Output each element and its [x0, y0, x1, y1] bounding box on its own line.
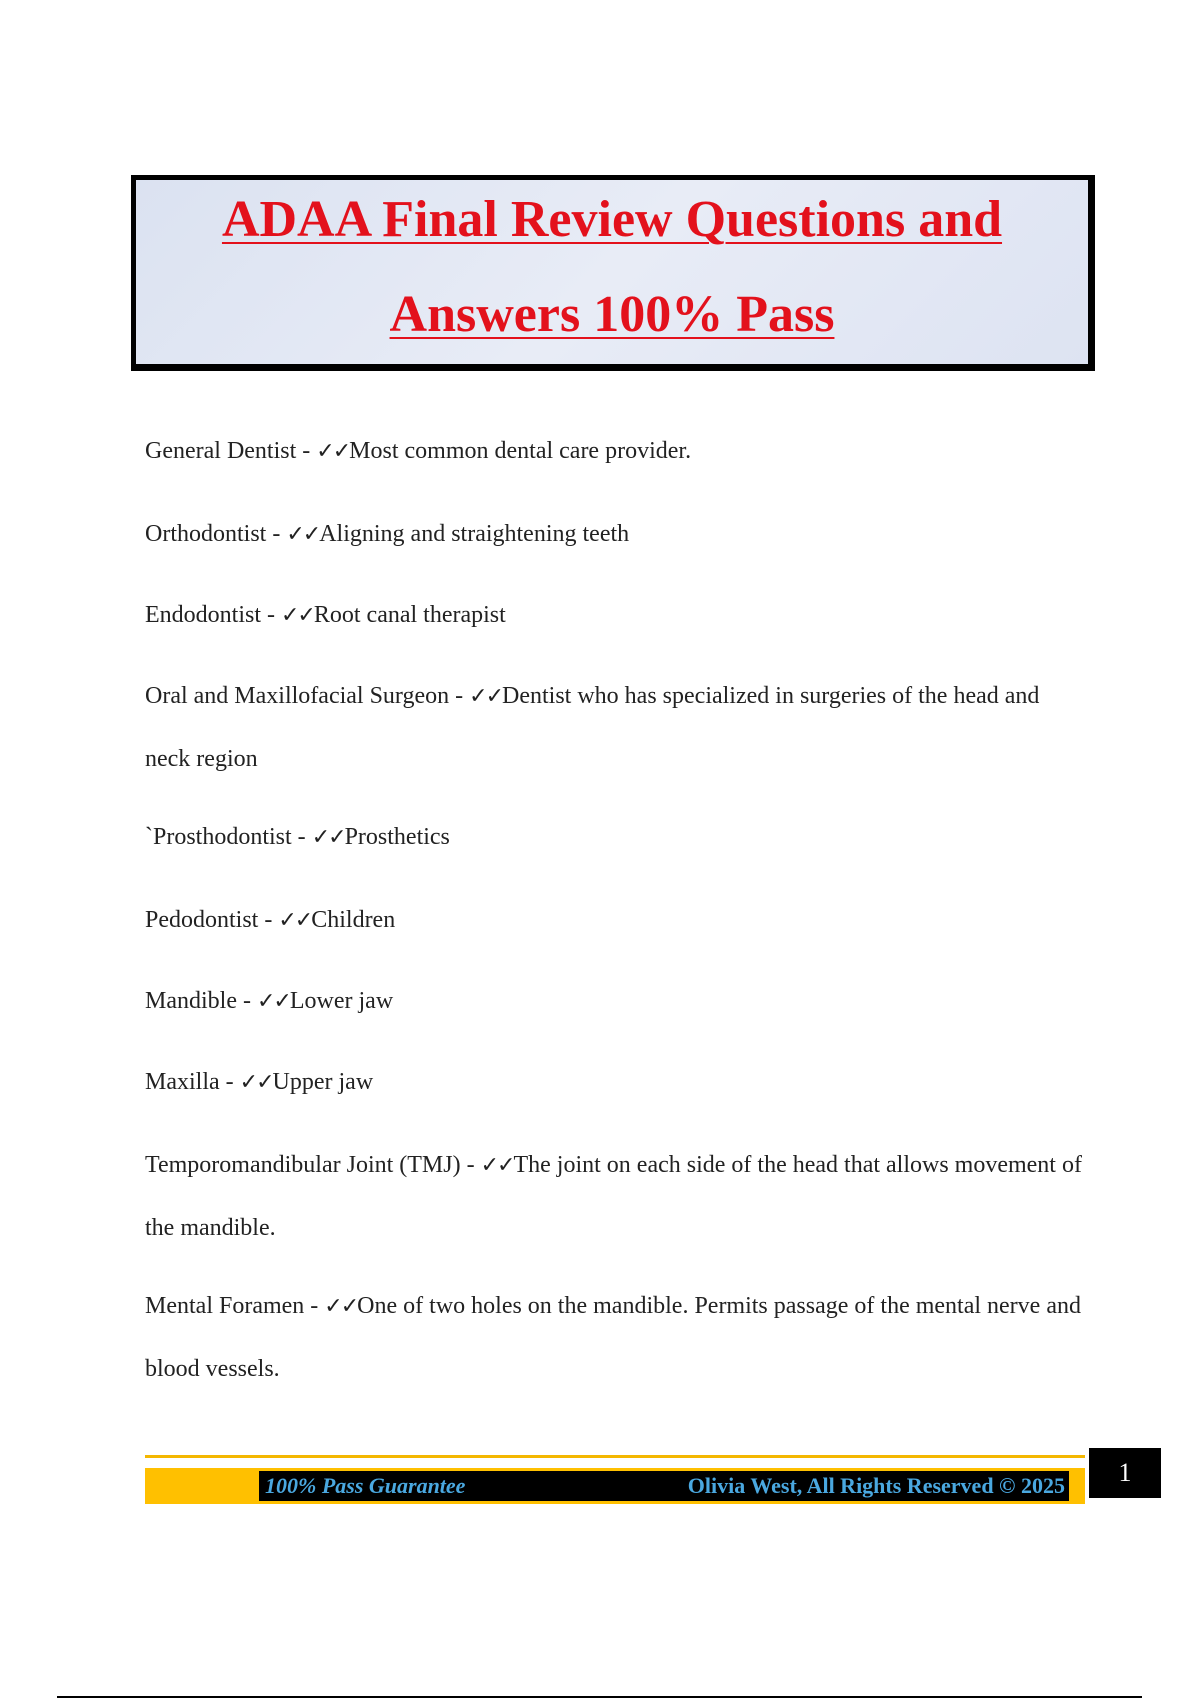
double-check-icon: ✓✓	[239, 1070, 273, 1095]
qa-item-maxilla	[145, 1051, 1085, 1114]
double-check-icon: ✓✓	[281, 603, 314, 628]
qa-term: `Prosthodontist -	[145, 824, 312, 850]
footer-guarantee-text: 100% Pass Guarantee	[265, 1473, 466, 1498]
qa-definition: Most common dental care provider.	[349, 438, 692, 464]
qa-term: Mandible -	[145, 988, 257, 1014]
bottom-divider	[57, 1696, 1142, 1698]
qa-item-prosthodontist	[145, 806, 1085, 869]
qa-item-general-dentist	[145, 420, 1085, 483]
qa-item-pedodontist	[145, 889, 1085, 952]
qa-definition: Root canal therapist	[313, 602, 506, 628]
double-check-icon: ✓✓	[469, 684, 503, 709]
title-box	[131, 175, 1095, 371]
qa-term: Mental Foramen -	[145, 1293, 325, 1319]
qa-definition: Aligning and straightening teeth	[319, 521, 630, 547]
double-check-icon: ✓✓	[480, 1153, 514, 1178]
qa-definition: Lower jaw	[289, 988, 394, 1014]
qa-term: Pedodontist -	[145, 907, 279, 933]
qa-term: General Dentist -	[145, 438, 317, 464]
qa-definition: Children	[311, 907, 396, 933]
footer-bar	[145, 1468, 1085, 1504]
qa-item-oral-maxillofacial-surgeon	[145, 665, 1085, 791]
qa-item-mandible	[145, 970, 1085, 1033]
double-check-icon: ✓✓	[311, 825, 345, 850]
document-title-line-1: ADAA Final Review Questions and	[221, 191, 1003, 248]
footer-banner	[259, 1471, 1069, 1501]
qa-definition: Dentist who has specialized in surgeries of the head and neck region	[145, 683, 1040, 772]
qa-definition: Upper jaw	[272, 1069, 374, 1095]
qa-term: Temporomandibular Joint (TMJ) -	[145, 1152, 481, 1178]
qa-item-orthodontist	[145, 503, 1085, 566]
qa-definition: Prosthetics	[344, 824, 450, 850]
document-title-line-2: Answers 100% Pass	[389, 286, 835, 343]
double-check-icon: ✓✓	[316, 439, 350, 464]
double-check-icon: ✓✓	[286, 522, 320, 547]
qa-term: Endodontist -	[145, 602, 281, 628]
qa-term: Maxilla -	[145, 1069, 240, 1095]
qa-term: Oral and Maxillofacial Surgeon -	[145, 683, 470, 709]
qa-item-tmj	[145, 1134, 1085, 1260]
footer-rule	[145, 1455, 1085, 1458]
page-number: 1	[1089, 1448, 1161, 1498]
double-check-icon: ✓✓	[256, 989, 290, 1014]
double-check-icon: ✓✓	[324, 1294, 358, 1319]
qa-item-mental-foramen	[145, 1275, 1085, 1401]
qa-item-endodontist	[145, 584, 1085, 647]
double-check-icon: ✓✓	[278, 908, 312, 933]
footer-copyright-text: Olivia West, All Rights Reserved © 2025	[687, 1473, 1065, 1498]
qa-definition: One of two holes on the mandible. Permits passage of the mental nerve and blood vessels.	[145, 1293, 1081, 1382]
qa-definition: The joint on each side of the head that allows movement of the mandible.	[145, 1152, 1082, 1241]
qa-term: Orthodontist -	[145, 521, 287, 547]
